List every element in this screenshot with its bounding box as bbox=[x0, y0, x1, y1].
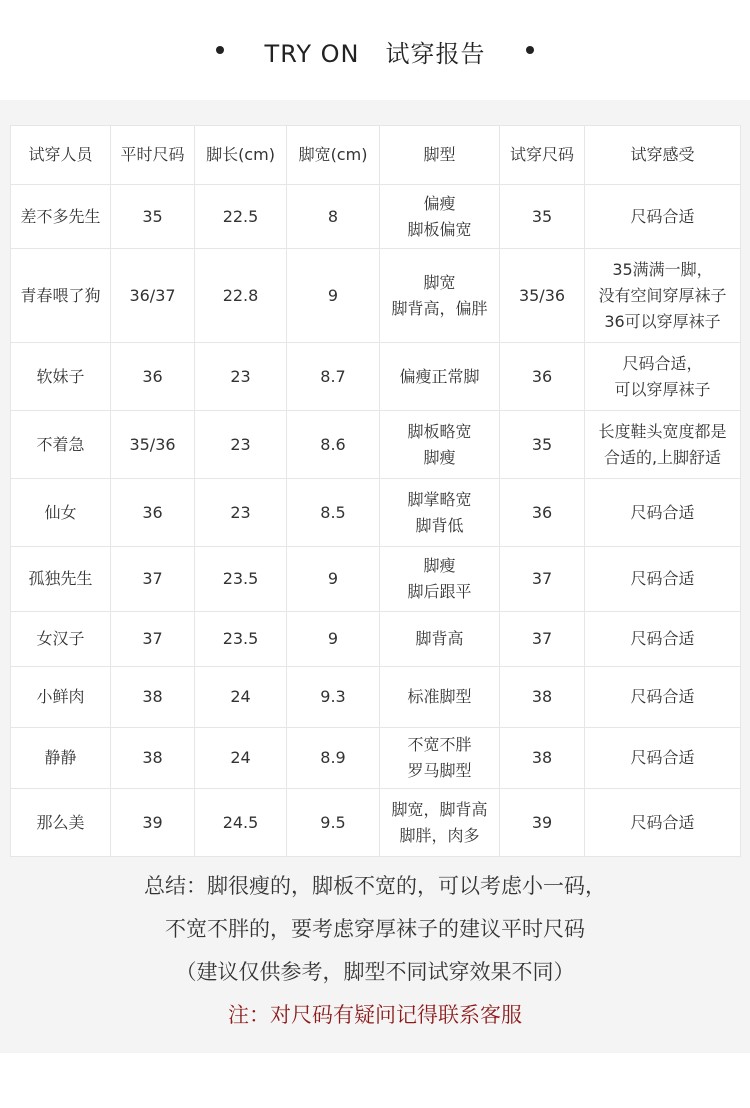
cell-foot-type-line: 不宽不胖 bbox=[407, 735, 472, 754]
cell-feeling-line: 尺码合适 bbox=[630, 687, 695, 706]
column-header: 脚长(cm) bbox=[195, 126, 287, 185]
cell-tried-size: 38 bbox=[500, 667, 585, 728]
cell-foot-type-line: 脚板略宽 bbox=[407, 421, 472, 441]
cell-feeling-line: 36可以穿厚袜子 bbox=[604, 311, 721, 331]
cell-tried-size: 36 bbox=[500, 479, 585, 547]
table-row bbox=[11, 612, 741, 667]
cell-feeling-line: 长度鞋头宽度都是 bbox=[598, 421, 727, 441]
cell-foot-width: 8.9 bbox=[287, 728, 380, 789]
cell-foot-type-line: 脚瘦 bbox=[423, 447, 456, 467]
cell-foot-type-line: 罗马脚型 bbox=[407, 761, 472, 780]
cell-usual-size: 37 bbox=[111, 547, 195, 612]
cell-foot-type bbox=[380, 411, 500, 479]
contact-note: 注：对尺码有疑问记得联系客服 bbox=[228, 1003, 522, 1027]
cell-foot-type bbox=[380, 249, 500, 343]
cell-feeling-line: 尺码合适 bbox=[630, 569, 695, 588]
cell-feeling bbox=[585, 667, 741, 728]
cell-foot-type-line: 脚宽，脚背高 bbox=[391, 799, 488, 819]
cell-feeling bbox=[585, 185, 741, 249]
cell-foot-width: 9 bbox=[287, 612, 380, 667]
table-row bbox=[11, 185, 741, 249]
page-title-english: TRY ON bbox=[264, 40, 360, 68]
table-row bbox=[11, 343, 741, 411]
cell-foot-type bbox=[380, 667, 500, 728]
cell-tried-size: 39 bbox=[500, 789, 585, 857]
table-row bbox=[11, 547, 741, 612]
cell-feeling-line: 可以穿厚袜子 bbox=[614, 379, 711, 399]
table-header-row bbox=[11, 126, 741, 185]
report-panel bbox=[0, 100, 750, 1053]
cell-foot-width: 8.5 bbox=[287, 479, 380, 547]
column-header: 试穿感受 bbox=[585, 126, 741, 185]
table-row bbox=[11, 479, 741, 547]
cell-usual-size: 36 bbox=[111, 343, 195, 411]
cell-tried-size: 35 bbox=[500, 411, 585, 479]
cell-foot-type bbox=[380, 789, 500, 857]
footer-space bbox=[0, 1053, 750, 1108]
cell-foot-width: 9 bbox=[287, 547, 380, 612]
summary-line: 总结：脚很瘦的，脚板不宽的，可以考虑小一码， bbox=[144, 874, 606, 898]
cell-foot-type-line: 脚板偏宽 bbox=[407, 219, 472, 239]
cell-foot-type-line: 脚瘦 bbox=[423, 556, 456, 575]
cell-tester-name: 女汉子 bbox=[11, 612, 111, 667]
cell-foot-length: 24.5 bbox=[195, 789, 287, 857]
cell-foot-type-line: 脚背低 bbox=[415, 515, 464, 535]
cell-foot-width: 8.7 bbox=[287, 343, 380, 411]
summary-line: （建议仅供参考，脚型不同试穿效果不同） bbox=[175, 960, 575, 984]
page-title bbox=[0, 34, 750, 69]
cell-feeling bbox=[585, 479, 741, 547]
cell-feeling bbox=[585, 343, 741, 411]
cell-foot-width: 8.6 bbox=[287, 411, 380, 479]
column-header: 平时尺码 bbox=[111, 126, 195, 185]
cell-usual-size: 36/37 bbox=[111, 249, 195, 343]
cell-tester-name: 仙女 bbox=[11, 479, 111, 547]
cell-foot-type-line: 偏瘦正常脚 bbox=[399, 366, 480, 386]
cell-foot-width: 8 bbox=[287, 185, 380, 249]
cell-foot-length: 23 bbox=[195, 479, 287, 547]
cell-feeling bbox=[585, 411, 741, 479]
cell-tester-name: 青春喂了狗 bbox=[11, 249, 111, 343]
cell-foot-type bbox=[380, 612, 500, 667]
cell-foot-type bbox=[380, 185, 500, 249]
summary-line: 不宽不胖的，要考虑穿厚袜子的建议平时尺码 bbox=[165, 917, 585, 941]
cell-tried-size: 38 bbox=[500, 728, 585, 789]
cell-foot-type bbox=[380, 728, 500, 789]
cell-feeling bbox=[585, 612, 741, 667]
cell-feeling-line: 尺码合适 bbox=[630, 629, 695, 648]
page-title-chinese: 试穿报告 bbox=[385, 40, 486, 68]
cell-feeling-line: 尺码合适， bbox=[622, 353, 703, 373]
cell-tester-name: 差不多先生 bbox=[11, 185, 111, 249]
cell-feeling bbox=[585, 728, 741, 789]
table-row bbox=[11, 789, 741, 857]
cell-tester-name: 静静 bbox=[11, 728, 111, 789]
column-header: 试穿尺码 bbox=[500, 126, 585, 185]
cell-foot-type-line: 脚胖，肉多 bbox=[399, 825, 480, 845]
cell-foot-length: 23.5 bbox=[195, 547, 287, 612]
cell-feeling bbox=[585, 547, 741, 612]
cell-foot-type bbox=[380, 479, 500, 547]
cell-foot-type-line: 脚后跟平 bbox=[407, 582, 472, 601]
cell-usual-size: 39 bbox=[111, 789, 195, 857]
table-row bbox=[11, 667, 741, 728]
cell-tried-size: 37 bbox=[500, 612, 585, 667]
table-row bbox=[11, 411, 741, 479]
cell-feeling bbox=[585, 789, 741, 857]
summary bbox=[0, 865, 750, 1037]
cell-foot-length: 22.5 bbox=[195, 185, 287, 249]
cell-usual-size: 35 bbox=[111, 185, 195, 249]
cell-feeling bbox=[585, 249, 741, 343]
cell-usual-size: 37 bbox=[111, 612, 195, 667]
cell-usual-size: 36 bbox=[111, 479, 195, 547]
cell-feeling-line: 合适的,上脚舒适 bbox=[603, 447, 722, 467]
try-on-table bbox=[10, 125, 741, 857]
cell-usual-size: 35/36 bbox=[111, 411, 195, 479]
cell-foot-length: 23 bbox=[195, 411, 287, 479]
cell-usual-size: 38 bbox=[111, 667, 195, 728]
cell-foot-type-line: 脚背高 bbox=[415, 629, 464, 648]
header bbox=[0, 0, 750, 100]
cell-foot-width: 9.5 bbox=[287, 789, 380, 857]
cell-tried-size: 36 bbox=[500, 343, 585, 411]
cell-foot-type-line: 脚背高，偏胖 bbox=[391, 298, 488, 318]
cell-foot-type-line: 偏瘦 bbox=[423, 193, 456, 213]
cell-tester-name: 小鲜肉 bbox=[11, 667, 111, 728]
column-header: 试穿人员 bbox=[11, 126, 111, 185]
cell-feeling-line: 尺码合适 bbox=[630, 812, 695, 832]
cell-feeling-line: 35满满一脚， bbox=[612, 259, 713, 279]
cell-feeling-line: 尺码合适 bbox=[630, 502, 695, 522]
cell-tester-name: 软妹子 bbox=[11, 343, 111, 411]
cell-feeling-line: 尺码合适 bbox=[630, 206, 695, 226]
cell-tester-name: 不着急 bbox=[11, 411, 111, 479]
cell-tester-name: 孤独先生 bbox=[11, 547, 111, 612]
cell-tried-size: 35 bbox=[500, 185, 585, 249]
column-header: 脚宽(cm) bbox=[287, 126, 380, 185]
cell-usual-size: 38 bbox=[111, 728, 195, 789]
cell-tried-size: 37 bbox=[500, 547, 585, 612]
cell-foot-width: 9 bbox=[287, 249, 380, 343]
cell-foot-length: 22.8 bbox=[195, 249, 287, 343]
cell-foot-type bbox=[380, 547, 500, 612]
cell-foot-length: 23.5 bbox=[195, 612, 287, 667]
table-row bbox=[11, 728, 741, 789]
cell-foot-width: 9.3 bbox=[287, 667, 380, 728]
cell-tried-size: 35/36 bbox=[500, 249, 585, 343]
cell-feeling-line: 尺码合适 bbox=[630, 748, 695, 767]
cell-foot-type-line: 标准脚型 bbox=[407, 687, 472, 706]
cell-foot-length: 24 bbox=[195, 728, 287, 789]
cell-feeling-line: 没有空间穿厚袜子 bbox=[598, 285, 727, 305]
cell-foot-type-line: 脚掌略宽 bbox=[407, 489, 472, 509]
cell-tester-name: 那么美 bbox=[11, 789, 111, 857]
cell-foot-type-line: 脚宽 bbox=[423, 272, 456, 292]
cell-foot-length: 24 bbox=[195, 667, 287, 728]
bullet-dot-icon bbox=[526, 46, 534, 54]
column-header: 脚型 bbox=[380, 126, 500, 185]
table-body bbox=[11, 185, 741, 857]
cell-foot-length: 23 bbox=[195, 343, 287, 411]
table-row bbox=[11, 249, 741, 343]
cell-foot-type bbox=[380, 343, 500, 411]
